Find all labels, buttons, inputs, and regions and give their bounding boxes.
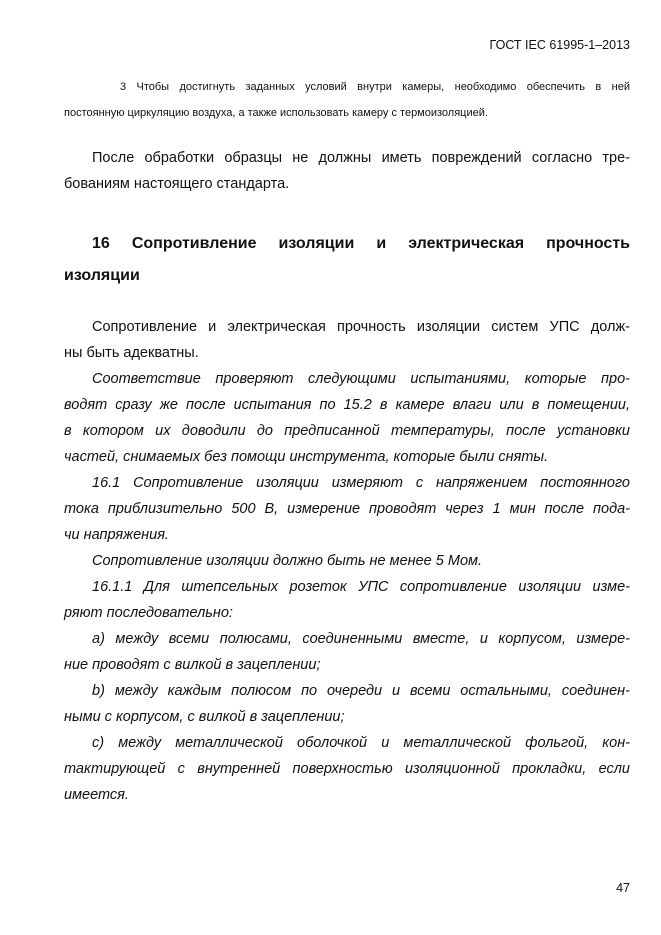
p5-line-1: 16.1.1 Для штепсельных розеток УПС сопротивление изоляции изме- — [92, 579, 630, 595]
paragraph-after-treatment — [64, 145, 630, 197]
paragraph-p4 — [64, 548, 630, 574]
heading-line-1: 16 Сопротивление изоляции и электрическая прочность — [92, 235, 630, 252]
paragraph-p2 — [64, 366, 630, 470]
section-heading-16 — [64, 228, 630, 292]
p2-line-4: частей, снимаемых без помощи инструмента, которые были сняты. — [64, 449, 549, 465]
p8-line-2: тактирующей с внутренней поверхностью изоляционной прокладки, если — [64, 761, 630, 777]
p5-line-2: ряют последовательно: — [64, 605, 233, 621]
p3-line-3: чи напряжения. — [64, 527, 169, 543]
page-number: 47 — [616, 881, 630, 895]
p1-line-2: ны быть адекватны. — [64, 345, 199, 361]
note-3 — [64, 74, 630, 126]
p1-line-1: Сопротивление и электрическая прочность изоляции систем УПС долж- — [92, 319, 630, 335]
p7-line-2: ными с корпусом, с вилкой в зацеплении; — [64, 709, 345, 725]
paragraph-p6 — [64, 626, 630, 678]
p7-line-1: b) между каждым полюсом по очереди и всеми остальными, соединен- — [92, 683, 630, 699]
note-line-2: постоянную циркуляцию воздуха, а также использовать камеру с термоизоляцией. — [64, 107, 488, 119]
p6-line-1: а) между всеми полюсами, соединенными вместе, и корпусом, измере- — [92, 631, 630, 647]
p8-line-1: с) между металлической оболочкой и металлической фольгой, кон- — [92, 735, 630, 751]
paragraph-p8 — [64, 730, 630, 808]
heading-line-2: изоляции — [64, 267, 140, 284]
p4-line-1: Сопротивление изоляции должно быть не менее 5 Мом. — [92, 553, 482, 569]
p3-line-1: 16.1 Сопротивление изоляции измеряют с напряжением постоянного — [92, 475, 630, 491]
p2-line-1: Соответствие проверяют следующими испытаниями, которые про- — [92, 371, 630, 387]
paragraph-p1 — [64, 314, 630, 366]
p2-line-3: в котором их доводили до предписанной температуры, после установки — [64, 423, 630, 439]
paragraph-line-1: После обработки образцы не должны иметь повреждений согласно тре- — [92, 150, 630, 166]
paragraph-p3 — [64, 470, 630, 548]
p6-line-2: ние проводят с вилкой в зацеплении; — [64, 657, 321, 673]
section-body — [64, 314, 630, 808]
p2-line-2: водят сразу же после испытания по 15.2 в камере влаги или в помещении, — [64, 397, 630, 413]
paragraph-p7 — [64, 678, 630, 730]
paragraph-p5 — [64, 574, 630, 626]
p8-line-3: имеется. — [64, 787, 129, 803]
paragraph-line-2: бованиям настоящего стандарта. — [64, 176, 290, 192]
note-line-1: 3 Чтобы достигнуть заданных условий внутри камеры, необходимо обеспечить в ней — [120, 81, 630, 93]
document-header: ГОСТ IEC 61995-1–2013 — [489, 38, 630, 52]
p3-line-2: тока приблизительно 500 В, измерение проводят через 1 мин после пода- — [64, 501, 630, 517]
